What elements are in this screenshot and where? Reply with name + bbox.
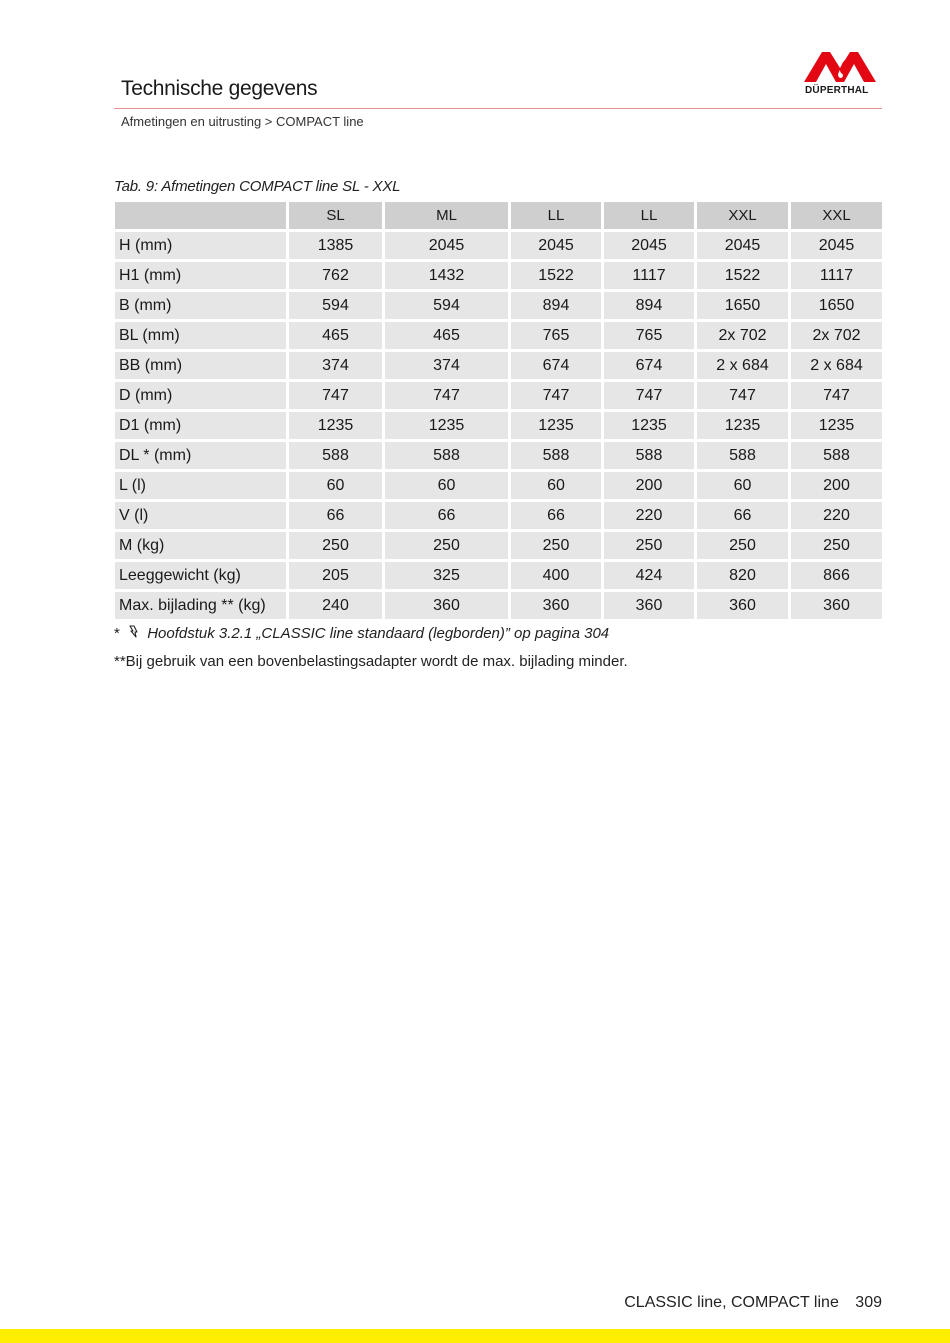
- table-cell: 588: [697, 442, 788, 469]
- table-cell: 360: [697, 592, 788, 619]
- table-cell: 465: [289, 322, 382, 349]
- table-cell: 594: [385, 292, 508, 319]
- cross-reference-link[interactable]: Hoofdstuk 3.2.1 „CLASSIC line standaard (legborden)” op pagina 304: [147, 625, 610, 642]
- dimensions-table: [112, 199, 885, 622]
- table-cell: 66: [385, 502, 508, 529]
- table-cell: 866: [791, 562, 882, 589]
- table-cell: 1650: [791, 292, 882, 319]
- row-label: BL (mm): [115, 322, 286, 349]
- table-row: [115, 322, 882, 349]
- table-cell: 2 x 684: [697, 352, 788, 379]
- table-cell: 465: [385, 322, 508, 349]
- table-row: [115, 232, 882, 259]
- table-cell: 205: [289, 562, 382, 589]
- table-cell: 2045: [385, 232, 508, 259]
- row-label: V (l): [115, 502, 286, 529]
- logo-text: DÜPERTHAL: [805, 85, 869, 96]
- table-cell: 374: [385, 352, 508, 379]
- table-cell: 747: [697, 382, 788, 409]
- table-cell: 250: [697, 532, 788, 559]
- table-row: [115, 412, 882, 439]
- row-label: Max. bijlading ** (kg): [115, 592, 286, 619]
- table-cell: 200: [791, 472, 882, 499]
- table-cell: 820: [697, 562, 788, 589]
- header-divider: [114, 108, 882, 109]
- table-row: [115, 292, 882, 319]
- row-label: B (mm): [115, 292, 286, 319]
- table-row: [115, 592, 882, 619]
- table-cell: 588: [289, 442, 382, 469]
- table-cell: 60: [289, 472, 382, 499]
- table-cell: 588: [604, 442, 694, 469]
- table-cell: 66: [697, 502, 788, 529]
- table-cell: 1385: [289, 232, 382, 259]
- table-cell: 588: [791, 442, 882, 469]
- table-cell: 747: [385, 382, 508, 409]
- table-cell: 60: [385, 472, 508, 499]
- page-number: 309: [855, 1294, 882, 1311]
- table-cell: 765: [511, 322, 601, 349]
- row-label: BB (mm): [115, 352, 286, 379]
- table-cell: 588: [511, 442, 601, 469]
- table-cell: 894: [511, 292, 601, 319]
- table-header-row: [115, 202, 882, 229]
- table-cell: 424: [604, 562, 694, 589]
- table-cell: 1235: [697, 412, 788, 439]
- table-cell: 220: [604, 502, 694, 529]
- footnote-marker: *: [114, 625, 120, 642]
- page-footer: [624, 1294, 882, 1312]
- column-header: ML: [385, 202, 508, 229]
- table-cell: 250: [604, 532, 694, 559]
- table-caption: Tab. 9: Afmetingen COMPACT line SL - XXL: [114, 178, 401, 195]
- table-cell: 200: [604, 472, 694, 499]
- table-cell: 240: [289, 592, 382, 619]
- table-row: [115, 562, 882, 589]
- table-cell: 747: [604, 382, 694, 409]
- breadcrumb: Afmetingen en uitrusting > COMPACT line: [121, 114, 364, 129]
- table-cell: 747: [289, 382, 382, 409]
- footer-bar: [0, 1329, 950, 1343]
- table-cell: 2045: [604, 232, 694, 259]
- table-cell: 360: [511, 592, 601, 619]
- table-cell: 60: [697, 472, 788, 499]
- table-cell: 2045: [791, 232, 882, 259]
- table-cell: 1522: [697, 262, 788, 289]
- table-row: [115, 472, 882, 499]
- table-cell: 66: [511, 502, 601, 529]
- table-cell: 360: [604, 592, 694, 619]
- link-arrow-icon: [128, 625, 141, 642]
- table-cell: 250: [791, 532, 882, 559]
- table-cell: 250: [385, 532, 508, 559]
- table-cell: 250: [289, 532, 382, 559]
- footnote-2: **Bij gebruik van een bovenbelastingsadapter wordt de max. bijlading minder.: [114, 653, 628, 670]
- table-cell: 66: [289, 502, 382, 529]
- table-cell: 2045: [697, 232, 788, 259]
- table-cell: 674: [511, 352, 601, 379]
- row-label: Leeggewicht (kg): [115, 562, 286, 589]
- table-cell: 2x 702: [791, 322, 882, 349]
- column-header-blank: [115, 202, 286, 229]
- table-cell: 1650: [697, 292, 788, 319]
- table-cell: 747: [511, 382, 601, 409]
- column-header: SL: [289, 202, 382, 229]
- table-cell: 594: [289, 292, 382, 319]
- row-label: DL * (mm): [115, 442, 286, 469]
- table-cell: 747: [791, 382, 882, 409]
- table-cell: 220: [791, 502, 882, 529]
- page-title: Technische gegevens: [121, 77, 318, 100]
- row-label: H1 (mm): [115, 262, 286, 289]
- table-cell: 762: [289, 262, 382, 289]
- table-cell: 894: [604, 292, 694, 319]
- table-cell: 360: [385, 592, 508, 619]
- row-label: D (mm): [115, 382, 286, 409]
- table-row: [115, 442, 882, 469]
- table-cell: 1117: [604, 262, 694, 289]
- table-cell: 2 x 684: [791, 352, 882, 379]
- table-cell: 360: [791, 592, 882, 619]
- table-cell: 1235: [289, 412, 382, 439]
- table-cell: 1235: [511, 412, 601, 439]
- table-row: [115, 262, 882, 289]
- table-cell: 250: [511, 532, 601, 559]
- table-cell: 1522: [511, 262, 601, 289]
- column-header: LL: [511, 202, 601, 229]
- column-header: LL: [604, 202, 694, 229]
- table-cell: 400: [511, 562, 601, 589]
- table-row: [115, 532, 882, 559]
- table-cell: 2045: [511, 232, 601, 259]
- table-cell: 765: [604, 322, 694, 349]
- table-cell: 1235: [385, 412, 508, 439]
- row-label: D1 (mm): [115, 412, 286, 439]
- row-label: H (mm): [115, 232, 286, 259]
- footnote-1: [114, 625, 609, 642]
- table-row: [115, 352, 882, 379]
- table-cell: 1235: [791, 412, 882, 439]
- row-label: M (kg): [115, 532, 286, 559]
- table-cell: 60: [511, 472, 601, 499]
- table-cell: 374: [289, 352, 382, 379]
- table-row: [115, 382, 882, 409]
- column-header: XXL: [791, 202, 882, 229]
- table-cell: 588: [385, 442, 508, 469]
- footer-section: CLASSIC line, COMPACT line: [624, 1294, 839, 1311]
- table-cell: 1432: [385, 262, 508, 289]
- table-cell: 325: [385, 562, 508, 589]
- table-cell: 674: [604, 352, 694, 379]
- table-row: [115, 502, 882, 529]
- row-label: L (l): [115, 472, 286, 499]
- table-cell: 2x 702: [697, 322, 788, 349]
- table-cell: 1117: [791, 262, 882, 289]
- table-cell: 1235: [604, 412, 694, 439]
- column-header: XXL: [697, 202, 788, 229]
